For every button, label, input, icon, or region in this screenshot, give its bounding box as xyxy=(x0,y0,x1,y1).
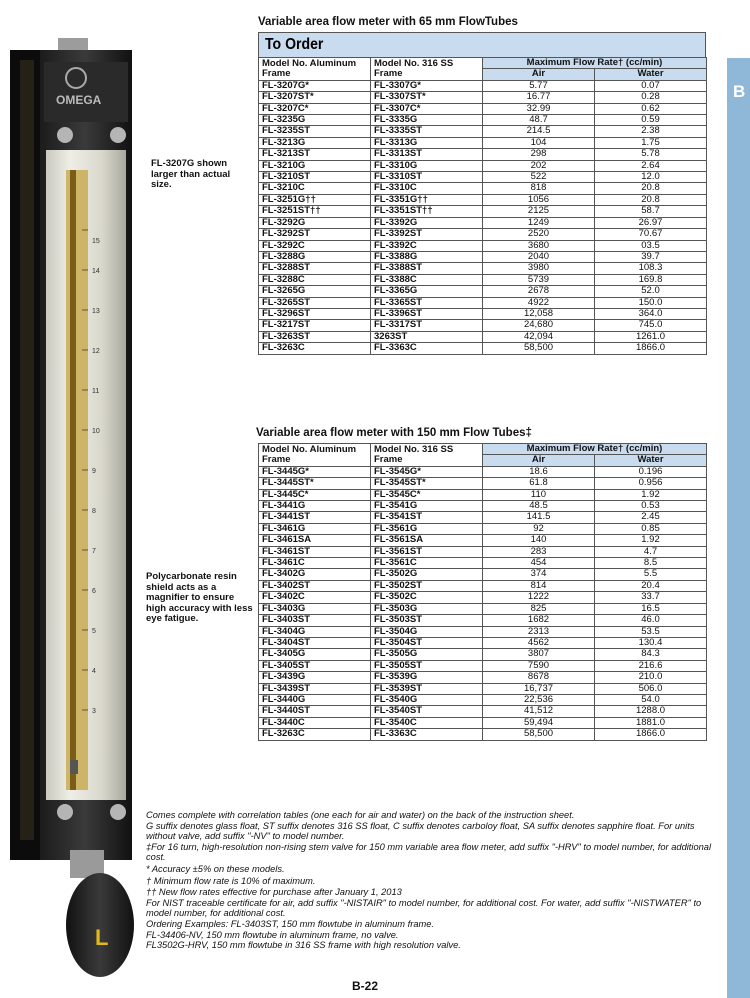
cell-model-al: FL-3207G* xyxy=(259,80,371,91)
col-header-air: Air xyxy=(483,455,595,466)
cell-air: 283 xyxy=(483,546,595,557)
footnotes xyxy=(146,810,724,951)
cell-model-al: FL-3292G xyxy=(259,217,371,228)
cell-water: 1288.0 xyxy=(595,706,707,717)
cell-model-al: FL-3461C xyxy=(259,558,371,569)
table-row xyxy=(259,80,707,91)
table-row xyxy=(259,546,707,557)
cell-model-al: FL-3404G xyxy=(259,626,371,637)
cell-model-al: FL-3263C xyxy=(259,729,371,740)
table-row xyxy=(259,331,707,342)
cell-water: 20.8 xyxy=(595,194,707,205)
cell-air: 22,536 xyxy=(483,694,595,705)
cell-air: 58,500 xyxy=(483,729,595,740)
cell-model-al: FL-3440G xyxy=(259,694,371,705)
scale-label: 12 xyxy=(92,348,100,355)
cell-air: 58,500 xyxy=(483,343,595,354)
cell-water: 210.0 xyxy=(595,672,707,683)
cell-model-ss: FL-3502C xyxy=(371,592,483,603)
cell-air: 12,058 xyxy=(483,308,595,319)
cell-air: 104 xyxy=(483,137,595,148)
cell-model-al: FL-3235ST xyxy=(259,126,371,137)
table2-heading: Variable area flow meter with 150 mm Flow Tubes‡ xyxy=(256,427,532,439)
cell-air: 5.77 xyxy=(483,80,595,91)
cell-model-al: FL-3445C* xyxy=(259,489,371,500)
cell-air: 1249 xyxy=(483,217,595,228)
cell-model-ss: FL-3561SA xyxy=(371,535,483,546)
col-header-max-flow: Maximum Flow Rate† (cc/min) xyxy=(483,444,707,455)
footnote: Ordering Examples: FL-3403ST, 150 mm flowtube in aluminum frame. xyxy=(146,918,434,929)
cell-air: 16,737 xyxy=(483,683,595,694)
footnote: G suffix denotes glass float, ST suffix denotes 316 SS float, C suffix denotes carboloy float, SA suffix denotes sapphire float. For units without valve, add suffix "-NV" to model number. xyxy=(146,820,695,842)
cell-model-ss: FL-3388C xyxy=(371,274,483,285)
cell-model-ss: FL-3503ST xyxy=(371,615,483,626)
cell-water: 8.5 xyxy=(595,558,707,569)
cell-model-ss: FL-3561C xyxy=(371,558,483,569)
cell-water: 0.53 xyxy=(595,501,707,512)
table-row xyxy=(259,183,707,194)
table-row xyxy=(259,137,707,148)
cell-air: 454 xyxy=(483,558,595,569)
cell-water: 52.0 xyxy=(595,286,707,297)
cell-model-al: FL-3402G xyxy=(259,569,371,580)
scale-label: 13 xyxy=(92,308,100,315)
col-header-max-flow: Maximum Flow Rate† (cc/min) xyxy=(483,58,707,69)
cell-water: 150.0 xyxy=(595,297,707,308)
cell-model-al: FL-3288G xyxy=(259,251,371,262)
table-row xyxy=(259,637,707,648)
shield-caption: Polycarbonate resin shield acts as a magnifier to ensure high accuracy with less eye fatigue. xyxy=(146,571,253,624)
cell-model-al: FL-3402C xyxy=(259,592,371,603)
table-row xyxy=(259,172,707,183)
cell-water: 84.3 xyxy=(595,649,707,660)
cell-air: 8678 xyxy=(483,672,595,683)
cell-model-ss: FL-3561G xyxy=(371,523,483,534)
cell-model-al: FL-3296ST xyxy=(259,308,371,319)
table-row xyxy=(259,603,707,614)
cell-model-ss: FL-3388ST xyxy=(371,263,483,274)
cell-air: 16.77 xyxy=(483,92,595,103)
scale-label: 4 xyxy=(92,668,96,675)
table-row xyxy=(259,103,707,114)
scale-label: 5 xyxy=(92,628,96,635)
cell-model-al: FL-3403G xyxy=(259,603,371,614)
table-row xyxy=(259,320,707,331)
cell-model-al: FL-3213G xyxy=(259,137,371,148)
cell-model-ss: FL-3545ST* xyxy=(371,478,483,489)
scale-label: 15 xyxy=(92,238,100,245)
table-row xyxy=(259,194,707,205)
cell-model-al: FL-3263C xyxy=(259,343,371,354)
table-row xyxy=(259,251,707,262)
cell-model-ss: FL-3335G xyxy=(371,115,483,126)
cell-water: 39.7 xyxy=(595,251,707,262)
cell-air: 141.5 xyxy=(483,512,595,523)
cell-model-al: FL-3403ST xyxy=(259,615,371,626)
cell-air: 92 xyxy=(483,523,595,534)
scale-label: 8 xyxy=(92,508,96,515)
footnote: For NIST traceable certificate for air, add suffix "-NISTAIR" to model number, for additional cost. For water, add suffix "-NISTWATER" to model number, for additional cost. xyxy=(146,897,702,919)
cell-model-ss: FL-3335ST xyxy=(371,126,483,137)
col-header-air: Air xyxy=(483,69,595,80)
cell-water: 20.8 xyxy=(595,183,707,194)
table-row xyxy=(259,558,707,569)
table-row xyxy=(259,206,707,217)
cell-model-ss: FL-3310G xyxy=(371,160,483,171)
to-order-title: To Order xyxy=(265,36,324,53)
table-row xyxy=(259,694,707,705)
table-row xyxy=(259,660,707,671)
table1-heading: Variable area flow meter with 65 mm FlowTubes xyxy=(258,16,518,28)
cell-model-al: FL-3404ST xyxy=(259,637,371,648)
cell-air: 1056 xyxy=(483,194,595,205)
flow-table-150mm xyxy=(258,443,707,741)
cell-model-ss: FL-3502ST xyxy=(371,580,483,591)
cell-model-ss: FL-3365G xyxy=(371,286,483,297)
cell-water: 745.0 xyxy=(595,320,707,331)
cell-water: 4.7 xyxy=(595,546,707,557)
table-row xyxy=(259,592,707,603)
cell-model-ss: 3263ST xyxy=(371,331,483,342)
cell-model-ss: FL-3351ST†† xyxy=(371,206,483,217)
cell-air: 32.99 xyxy=(483,103,595,114)
section-tab-letter: B xyxy=(733,82,746,101)
cell-air: 59,494 xyxy=(483,717,595,728)
table-row xyxy=(259,580,707,591)
table-row xyxy=(259,523,707,534)
cell-model-ss: FL-3307C* xyxy=(371,103,483,114)
cell-model-al: FL-3461SA xyxy=(259,535,371,546)
cell-air: 48.5 xyxy=(483,501,595,512)
cell-air: 3980 xyxy=(483,263,595,274)
cell-model-al: FL-3405ST xyxy=(259,660,371,671)
footnote: † Minimum flow rate is 10% of maximum. xyxy=(146,875,316,886)
cell-model-ss: FL-3388G xyxy=(371,251,483,262)
cell-model-al: FL-3440ST xyxy=(259,706,371,717)
cell-air: 214.5 xyxy=(483,126,595,137)
cell-water: 1.92 xyxy=(595,489,707,500)
footnote: FL-34406-NV, 150 mm flowtube in aluminum frame, no valve. xyxy=(146,929,399,940)
cell-model-ss: FL-3561ST xyxy=(371,546,483,557)
cell-air: 18.6 xyxy=(483,466,595,477)
cell-air: 1682 xyxy=(483,615,595,626)
flow-table-65mm xyxy=(258,57,707,355)
cell-model-al: FL-3461ST xyxy=(259,546,371,557)
table-row xyxy=(259,501,707,512)
table-row xyxy=(259,683,707,694)
cell-air: 202 xyxy=(483,160,595,171)
to-order-bar xyxy=(258,32,706,57)
page-number: B-22 xyxy=(352,979,379,993)
cell-air: 374 xyxy=(483,569,595,580)
cell-model-ss: FL-3541G xyxy=(371,501,483,512)
scale-label: 9 xyxy=(92,468,96,475)
cell-model-al: FL-3441G xyxy=(259,501,371,512)
cell-water: 46.0 xyxy=(595,615,707,626)
cell-model-ss: FL-3307ST* xyxy=(371,92,483,103)
cell-water: 1.75 xyxy=(595,137,707,148)
table-row xyxy=(259,535,707,546)
cell-model-al: FL-3461G xyxy=(259,523,371,534)
cell-water: 0.28 xyxy=(595,92,707,103)
table-row xyxy=(259,92,707,103)
cell-model-ss: FL-3365ST xyxy=(371,297,483,308)
cell-water: 108.3 xyxy=(595,263,707,274)
cell-model-al: FL-3210G xyxy=(259,160,371,171)
cell-model-al: FL-3217ST xyxy=(259,320,371,331)
table-row xyxy=(259,466,707,477)
table-row xyxy=(259,115,707,126)
cell-model-ss: FL-3540ST xyxy=(371,706,483,717)
table-row xyxy=(259,706,707,717)
flowmeter-illustration xyxy=(0,0,145,998)
table-row xyxy=(259,160,707,171)
scale-label: 7 xyxy=(92,548,96,555)
cell-model-ss: FL-3539ST xyxy=(371,683,483,694)
cell-model-ss: FL-3363C xyxy=(371,729,483,740)
col-header-model-ss: Model No. 316 SS Frame xyxy=(371,444,483,467)
cell-model-ss: FL-3540C xyxy=(371,717,483,728)
cell-model-ss: FL-3363C xyxy=(371,343,483,354)
cell-air: 41,512 xyxy=(483,706,595,717)
table-row xyxy=(259,512,707,523)
cell-model-al: FL-3207ST* xyxy=(259,92,371,103)
cell-model-al: FL-3251G†† xyxy=(259,194,371,205)
cell-model-ss: FL-3392C xyxy=(371,240,483,251)
table-row xyxy=(259,649,707,660)
cell-model-ss: FL-3392G xyxy=(371,217,483,228)
cell-water: 2.45 xyxy=(595,512,707,523)
cell-air: 298 xyxy=(483,149,595,160)
scale-label: 14 xyxy=(92,268,100,275)
cell-model-ss: FL-3392ST xyxy=(371,229,483,240)
col-header-model-al: Model No. Aluminum Frame xyxy=(259,58,371,81)
table-row xyxy=(259,626,707,637)
cell-model-al: FL-3263ST xyxy=(259,331,371,342)
cell-model-ss: FL-3539G xyxy=(371,672,483,683)
cell-air: 3807 xyxy=(483,649,595,660)
cell-water: 216.6 xyxy=(595,660,707,671)
cell-air: 4922 xyxy=(483,297,595,308)
cell-water: 2.38 xyxy=(595,126,707,137)
col-header-water: Water xyxy=(595,69,707,80)
cell-water: 2.64 xyxy=(595,160,707,171)
cell-model-ss: FL-3310C xyxy=(371,183,483,194)
cell-model-al: FL-3251ST†† xyxy=(259,206,371,217)
cell-model-ss: FL-3310ST xyxy=(371,172,483,183)
table-row xyxy=(259,297,707,308)
table-row xyxy=(259,615,707,626)
table-row xyxy=(259,308,707,319)
cell-model-al: FL-3292ST xyxy=(259,229,371,240)
cell-air: 4562 xyxy=(483,637,595,648)
cell-water: 1866.0 xyxy=(595,729,707,740)
cell-model-ss: FL-3396ST xyxy=(371,308,483,319)
footnote: †† New flow rates effective for purchase after January 1, 2013 xyxy=(146,887,402,898)
cell-model-ss: FL-3505G xyxy=(371,649,483,660)
cell-model-al: FL-3210C xyxy=(259,183,371,194)
cell-model-ss: FL-3502G xyxy=(371,569,483,580)
cell-air: 3680 xyxy=(483,240,595,251)
brand-logo: OMEGA xyxy=(56,93,102,107)
cell-model-al: FL-3439G xyxy=(259,672,371,683)
cell-model-ss: FL-3317ST xyxy=(371,320,483,331)
cell-model-al: FL-3265ST xyxy=(259,297,371,308)
cell-air: 1222 xyxy=(483,592,595,603)
table-row xyxy=(259,229,707,240)
cell-model-ss: FL-3545C* xyxy=(371,489,483,500)
table-row xyxy=(259,149,707,160)
cell-air: 2313 xyxy=(483,626,595,637)
footnote: ‡For 16 turn, high-resolution non-rising stem valve for 150 mm variable area flow meter, add suffix "-HRV" to model number, for additional cost. xyxy=(146,841,712,863)
cell-model-ss: FL-3351G†† xyxy=(371,194,483,205)
cell-model-ss: FL-3313G xyxy=(371,137,483,148)
cell-model-al: FL-3210ST xyxy=(259,172,371,183)
cell-model-ss: FL-3503G xyxy=(371,603,483,614)
table-row xyxy=(259,729,707,740)
cell-model-al: FL-3207C* xyxy=(259,103,371,114)
cell-air: 24,680 xyxy=(483,320,595,331)
scale-label: 11 xyxy=(92,388,100,395)
table-row xyxy=(259,717,707,728)
cell-water: 58.7 xyxy=(595,206,707,217)
cell-water: 130.4 xyxy=(595,637,707,648)
table-row xyxy=(259,286,707,297)
cell-water: 0.956 xyxy=(595,478,707,489)
cell-model-ss: FL-3313ST xyxy=(371,149,483,160)
cell-air: 140 xyxy=(483,535,595,546)
cell-model-al: FL-3439ST xyxy=(259,683,371,694)
cell-water: 5.78 xyxy=(595,149,707,160)
cell-air: 814 xyxy=(483,580,595,591)
cell-water: 26.97 xyxy=(595,217,707,228)
cell-water: 0.85 xyxy=(595,523,707,534)
cell-model-ss: FL-3545G* xyxy=(371,466,483,477)
scale-label: 6 xyxy=(92,588,96,595)
cell-water: 5.5 xyxy=(595,569,707,580)
cell-model-al: FL-3440C xyxy=(259,717,371,728)
table-row xyxy=(259,217,707,228)
cell-model-al: FL-3292C xyxy=(259,240,371,251)
cell-air: 522 xyxy=(483,172,595,183)
table-row xyxy=(259,569,707,580)
cell-model-al: FL-3441ST xyxy=(259,512,371,523)
cell-water: 364.0 xyxy=(595,308,707,319)
cell-air: 48.7 xyxy=(483,115,595,126)
cell-air: 42,094 xyxy=(483,331,595,342)
cell-air: 825 xyxy=(483,603,595,614)
section-tab xyxy=(727,58,750,998)
cell-water: 1.92 xyxy=(595,535,707,546)
cell-water: 1866.0 xyxy=(595,343,707,354)
cell-water: 53.5 xyxy=(595,626,707,637)
cell-water: 0.196 xyxy=(595,466,707,477)
cell-water: 20.4 xyxy=(595,580,707,591)
cell-model-ss: FL-3504G xyxy=(371,626,483,637)
cell-model-ss: FL-3505ST xyxy=(371,660,483,671)
cell-model-ss: FL-3540G xyxy=(371,694,483,705)
cell-model-al: FL-3288C xyxy=(259,274,371,285)
table-row xyxy=(259,274,707,285)
footnote: FL3502G-HRV, 150 mm flowtube in 316 SS frame with high resolution valve. xyxy=(146,940,461,951)
cell-water: 70.67 xyxy=(595,229,707,240)
cell-air: 5739 xyxy=(483,274,595,285)
cell-model-ss: FL-3541ST xyxy=(371,512,483,523)
table-row xyxy=(259,263,707,274)
table-row xyxy=(259,672,707,683)
cell-air: 2520 xyxy=(483,229,595,240)
footnote: Comes complete with correlation tables (one each for air and water) on the back of the instruction sheet. xyxy=(146,810,575,820)
cell-model-al: FL-3402ST xyxy=(259,580,371,591)
table-row xyxy=(259,478,707,489)
cell-water: 1261.0 xyxy=(595,331,707,342)
cell-air: 61.8 xyxy=(483,478,595,489)
cell-water: 33.7 xyxy=(595,592,707,603)
cell-air: 2125 xyxy=(483,206,595,217)
meter-caption: FL-3207G shown larger than actual size. xyxy=(151,158,231,190)
cell-model-al: FL-3445ST* xyxy=(259,478,371,489)
cell-model-al: FL-3265G xyxy=(259,286,371,297)
cell-model-al: FL-3288ST xyxy=(259,263,371,274)
valve-knob-label: L xyxy=(95,925,109,950)
cell-model-al: FL-3235G xyxy=(259,115,371,126)
cell-air: 110 xyxy=(483,489,595,500)
cell-water: 16.5 xyxy=(595,603,707,614)
cell-model-al: FL-3445G* xyxy=(259,466,371,477)
cell-air: 2040 xyxy=(483,251,595,262)
cell-water: 54.0 xyxy=(595,694,707,705)
scale-label: 3 xyxy=(92,708,96,715)
cell-model-al: FL-3405G xyxy=(259,649,371,660)
cell-water: 506.0 xyxy=(595,683,707,694)
table-row xyxy=(259,489,707,500)
scale-label: 10 xyxy=(92,428,100,435)
cell-water: 03.5 xyxy=(595,240,707,251)
cell-air: 7590 xyxy=(483,660,595,671)
cell-water: 0.07 xyxy=(595,80,707,91)
cell-water: 1881.0 xyxy=(595,717,707,728)
footnote: * Accuracy ±5% on these models. xyxy=(146,863,285,874)
table-row xyxy=(259,240,707,251)
cell-model-al: FL-3213ST xyxy=(259,149,371,160)
cell-water: 169.8 xyxy=(595,274,707,285)
cell-model-ss: FL-3307G* xyxy=(371,80,483,91)
cell-air: 2678 xyxy=(483,286,595,297)
table-row xyxy=(259,343,707,354)
col-header-model-ss: Model No. 316 SS Frame xyxy=(371,58,483,81)
cell-air: 818 xyxy=(483,183,595,194)
cell-model-ss: FL-3504ST xyxy=(371,637,483,648)
cell-water: 0.59 xyxy=(595,115,707,126)
col-header-model-al: Model No. Aluminum Frame xyxy=(259,444,371,467)
col-header-water: Water xyxy=(595,455,707,466)
cell-water: 12.0 xyxy=(595,172,707,183)
cell-water: 0.62 xyxy=(595,103,707,114)
table-row xyxy=(259,126,707,137)
